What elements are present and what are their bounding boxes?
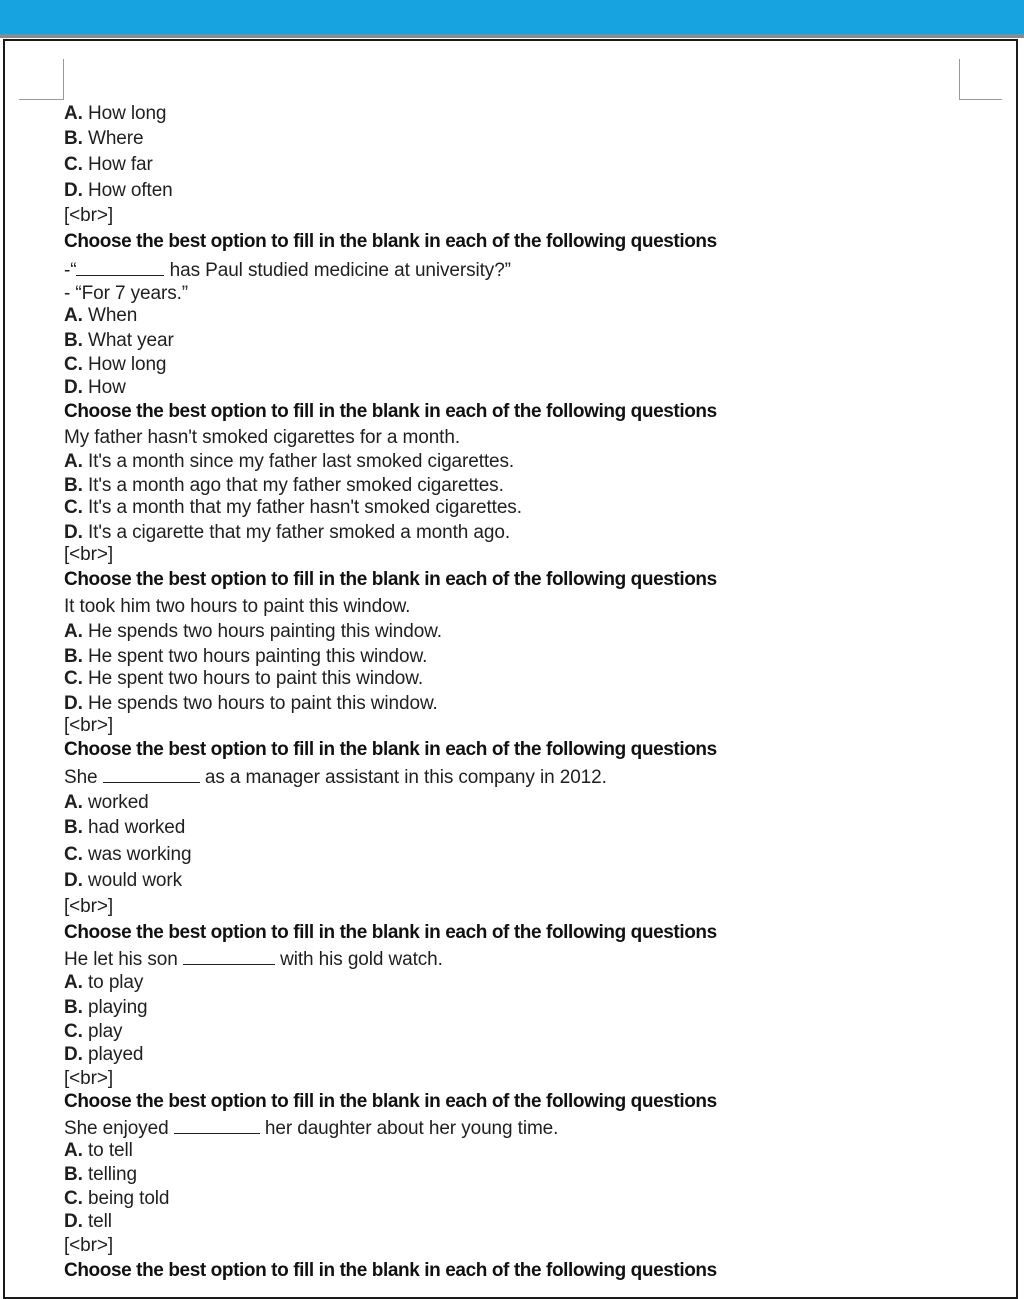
stem-after-blank: with his gold watch. (274, 949, 443, 970)
answer-option-c (64, 844, 191, 866)
option-text: He spent two hours to paint this window. (82, 668, 424, 689)
question-instruction: Choose the best option to fill in the blank in each of the following questions (64, 922, 717, 943)
option-text: It's a month since my father last smoked cigarettes. (82, 451, 515, 472)
question-text: It took him two hours to paint this window. (64, 596, 411, 617)
option-letter: B. (64, 330, 83, 351)
option-letter: D. (64, 522, 83, 543)
option-text: playing (82, 997, 148, 1018)
option-letter: D. (64, 180, 83, 201)
option-text: Where (82, 128, 144, 149)
fill-in-blank (183, 948, 275, 965)
crop-mark-top-left (19, 59, 64, 100)
option-letter: B. (64, 128, 83, 149)
break-marker: [<br>] (64, 205, 114, 226)
fill-in-blank (103, 766, 200, 783)
option-letter: C. (64, 1021, 83, 1042)
break-marker: [<br>] (64, 715, 114, 736)
option-text: It's a month that my father hasn't smoked cigarettes. (82, 497, 522, 518)
option-letter: C. (64, 497, 83, 518)
option-text: to play (82, 972, 144, 993)
top-app-bar (0, 0, 1024, 34)
option-text: It's a month ago that my father smoked cigarettes. (82, 475, 504, 496)
answer-option-b (64, 646, 427, 668)
answer-option-c (64, 354, 166, 376)
question-stem (64, 766, 607, 789)
answer-option-d (64, 1044, 143, 1066)
answer-option-b (64, 330, 174, 352)
question-instruction: Choose the best option to fill in the blank in each of the following questions (64, 1260, 717, 1281)
answer-option-b (64, 1164, 137, 1186)
option-letter: A. (64, 972, 83, 993)
option-text: play (82, 1021, 123, 1042)
break-marker: [<br>] (64, 896, 114, 917)
option-letter: D. (64, 693, 83, 714)
option-letter: D. (64, 1044, 83, 1065)
answer-option-d (64, 693, 438, 715)
option-text: He spends two hours to paint this window. (82, 693, 438, 714)
option-text: played (82, 1044, 144, 1065)
stem-before-blank: -“ (64, 260, 77, 281)
question-text: My father hasn't smoked cigarettes for a month. (64, 427, 460, 448)
option-text: He spent two hours painting this window. (82, 646, 428, 667)
question-instruction: Choose the best option to fill in the blank in each of the following questions (64, 1091, 717, 1112)
answer-option-a (64, 621, 442, 643)
answer-option-c (64, 1021, 122, 1043)
stem-before-blank: She (64, 767, 103, 788)
question-instruction: Choose the best option to fill in the blank in each of the following questions (64, 401, 717, 422)
option-letter: D. (64, 1211, 83, 1232)
question-instruction: Choose the best option to fill in the blank in each of the following questions (64, 231, 717, 252)
answer-option-d (64, 180, 173, 202)
option-letter: C. (64, 1188, 83, 1209)
answer-option-b (64, 475, 504, 497)
fill-in-blank (174, 1117, 260, 1134)
option-letter: C. (64, 154, 83, 175)
document-page[interactable] (3, 39, 1018, 1299)
answer-option-a (64, 103, 166, 125)
option-letter: A. (64, 103, 83, 124)
answer-option-c (64, 154, 153, 176)
option-text: How far (82, 154, 153, 175)
answer-option-a (64, 1140, 133, 1162)
answer-option-a (64, 972, 143, 994)
question-text: - “For 7 years.” (64, 283, 189, 304)
option-letter: A. (64, 305, 83, 326)
stem-after-blank: has Paul studied medicine at university?” (164, 260, 511, 281)
answer-option-c (64, 497, 522, 519)
option-text: What year (82, 330, 174, 351)
option-letter: D. (64, 870, 83, 891)
option-text: tell (82, 1211, 112, 1232)
option-letter: A. (64, 451, 83, 472)
stem-after-blank: her daughter about her young time. (259, 1118, 559, 1139)
option-letter: B. (64, 475, 83, 496)
option-letter: A. (64, 1140, 83, 1161)
option-text: being told (82, 1188, 170, 1209)
stem-before-blank: She enjoyed (64, 1118, 174, 1139)
option-text: How long (82, 354, 167, 375)
answer-option-a (64, 792, 149, 814)
option-text: had worked (82, 817, 186, 838)
question-stem (64, 1117, 558, 1140)
stem-after-blank: as a manager assistant in this company in 2012. (199, 767, 607, 788)
option-text: How long (82, 103, 167, 124)
break-marker: [<br>] (64, 1068, 114, 1089)
answer-option-b (64, 128, 143, 150)
option-text: It's a cigarette that my father smoked a month ago. (82, 522, 511, 543)
option-letter: C. (64, 844, 83, 865)
question-instruction: Choose the best option to fill in the blank in each of the following questions (64, 739, 717, 760)
option-letter: D. (64, 377, 83, 398)
answer-option-c (64, 1188, 169, 1210)
answer-option-d (64, 870, 182, 892)
option-text: to tell (82, 1140, 133, 1161)
answer-option-d (64, 522, 510, 544)
option-letter: B. (64, 1164, 83, 1185)
answer-option-d (64, 377, 126, 399)
question-stem (64, 259, 511, 282)
break-marker: [<br>] (64, 1235, 114, 1256)
crop-mark-top-right (959, 59, 1002, 100)
fill-in-blank (76, 259, 164, 276)
answer-option-b (64, 997, 148, 1019)
option-letter: B. (64, 817, 83, 838)
option-letter: A. (64, 621, 83, 642)
option-text: He spends two hours painting this window. (82, 621, 442, 642)
stem-before-blank: He let his son (64, 949, 183, 970)
answer-option-d (64, 1211, 112, 1233)
answer-option-a (64, 451, 514, 473)
break-marker: [<br>] (64, 544, 114, 565)
question-stem (64, 948, 443, 971)
option-text: How (82, 377, 126, 398)
option-letter: A. (64, 792, 83, 813)
answer-option-b (64, 817, 185, 839)
option-text: was working (82, 844, 192, 865)
option-letter: C. (64, 354, 83, 375)
option-text: When (82, 305, 138, 326)
option-letter: C. (64, 668, 83, 689)
answer-option-a (64, 305, 137, 327)
option-text: would work (82, 870, 183, 891)
question-instruction: Choose the best option to fill in the blank in each of the following questions (64, 569, 717, 590)
option-text: How often (82, 180, 173, 201)
option-text: telling (82, 1164, 137, 1185)
top-app-bar-shadow (0, 34, 1024, 38)
option-letter: B. (64, 646, 83, 667)
option-letter: B. (64, 997, 83, 1018)
answer-option-c (64, 668, 423, 690)
option-text: worked (82, 792, 149, 813)
